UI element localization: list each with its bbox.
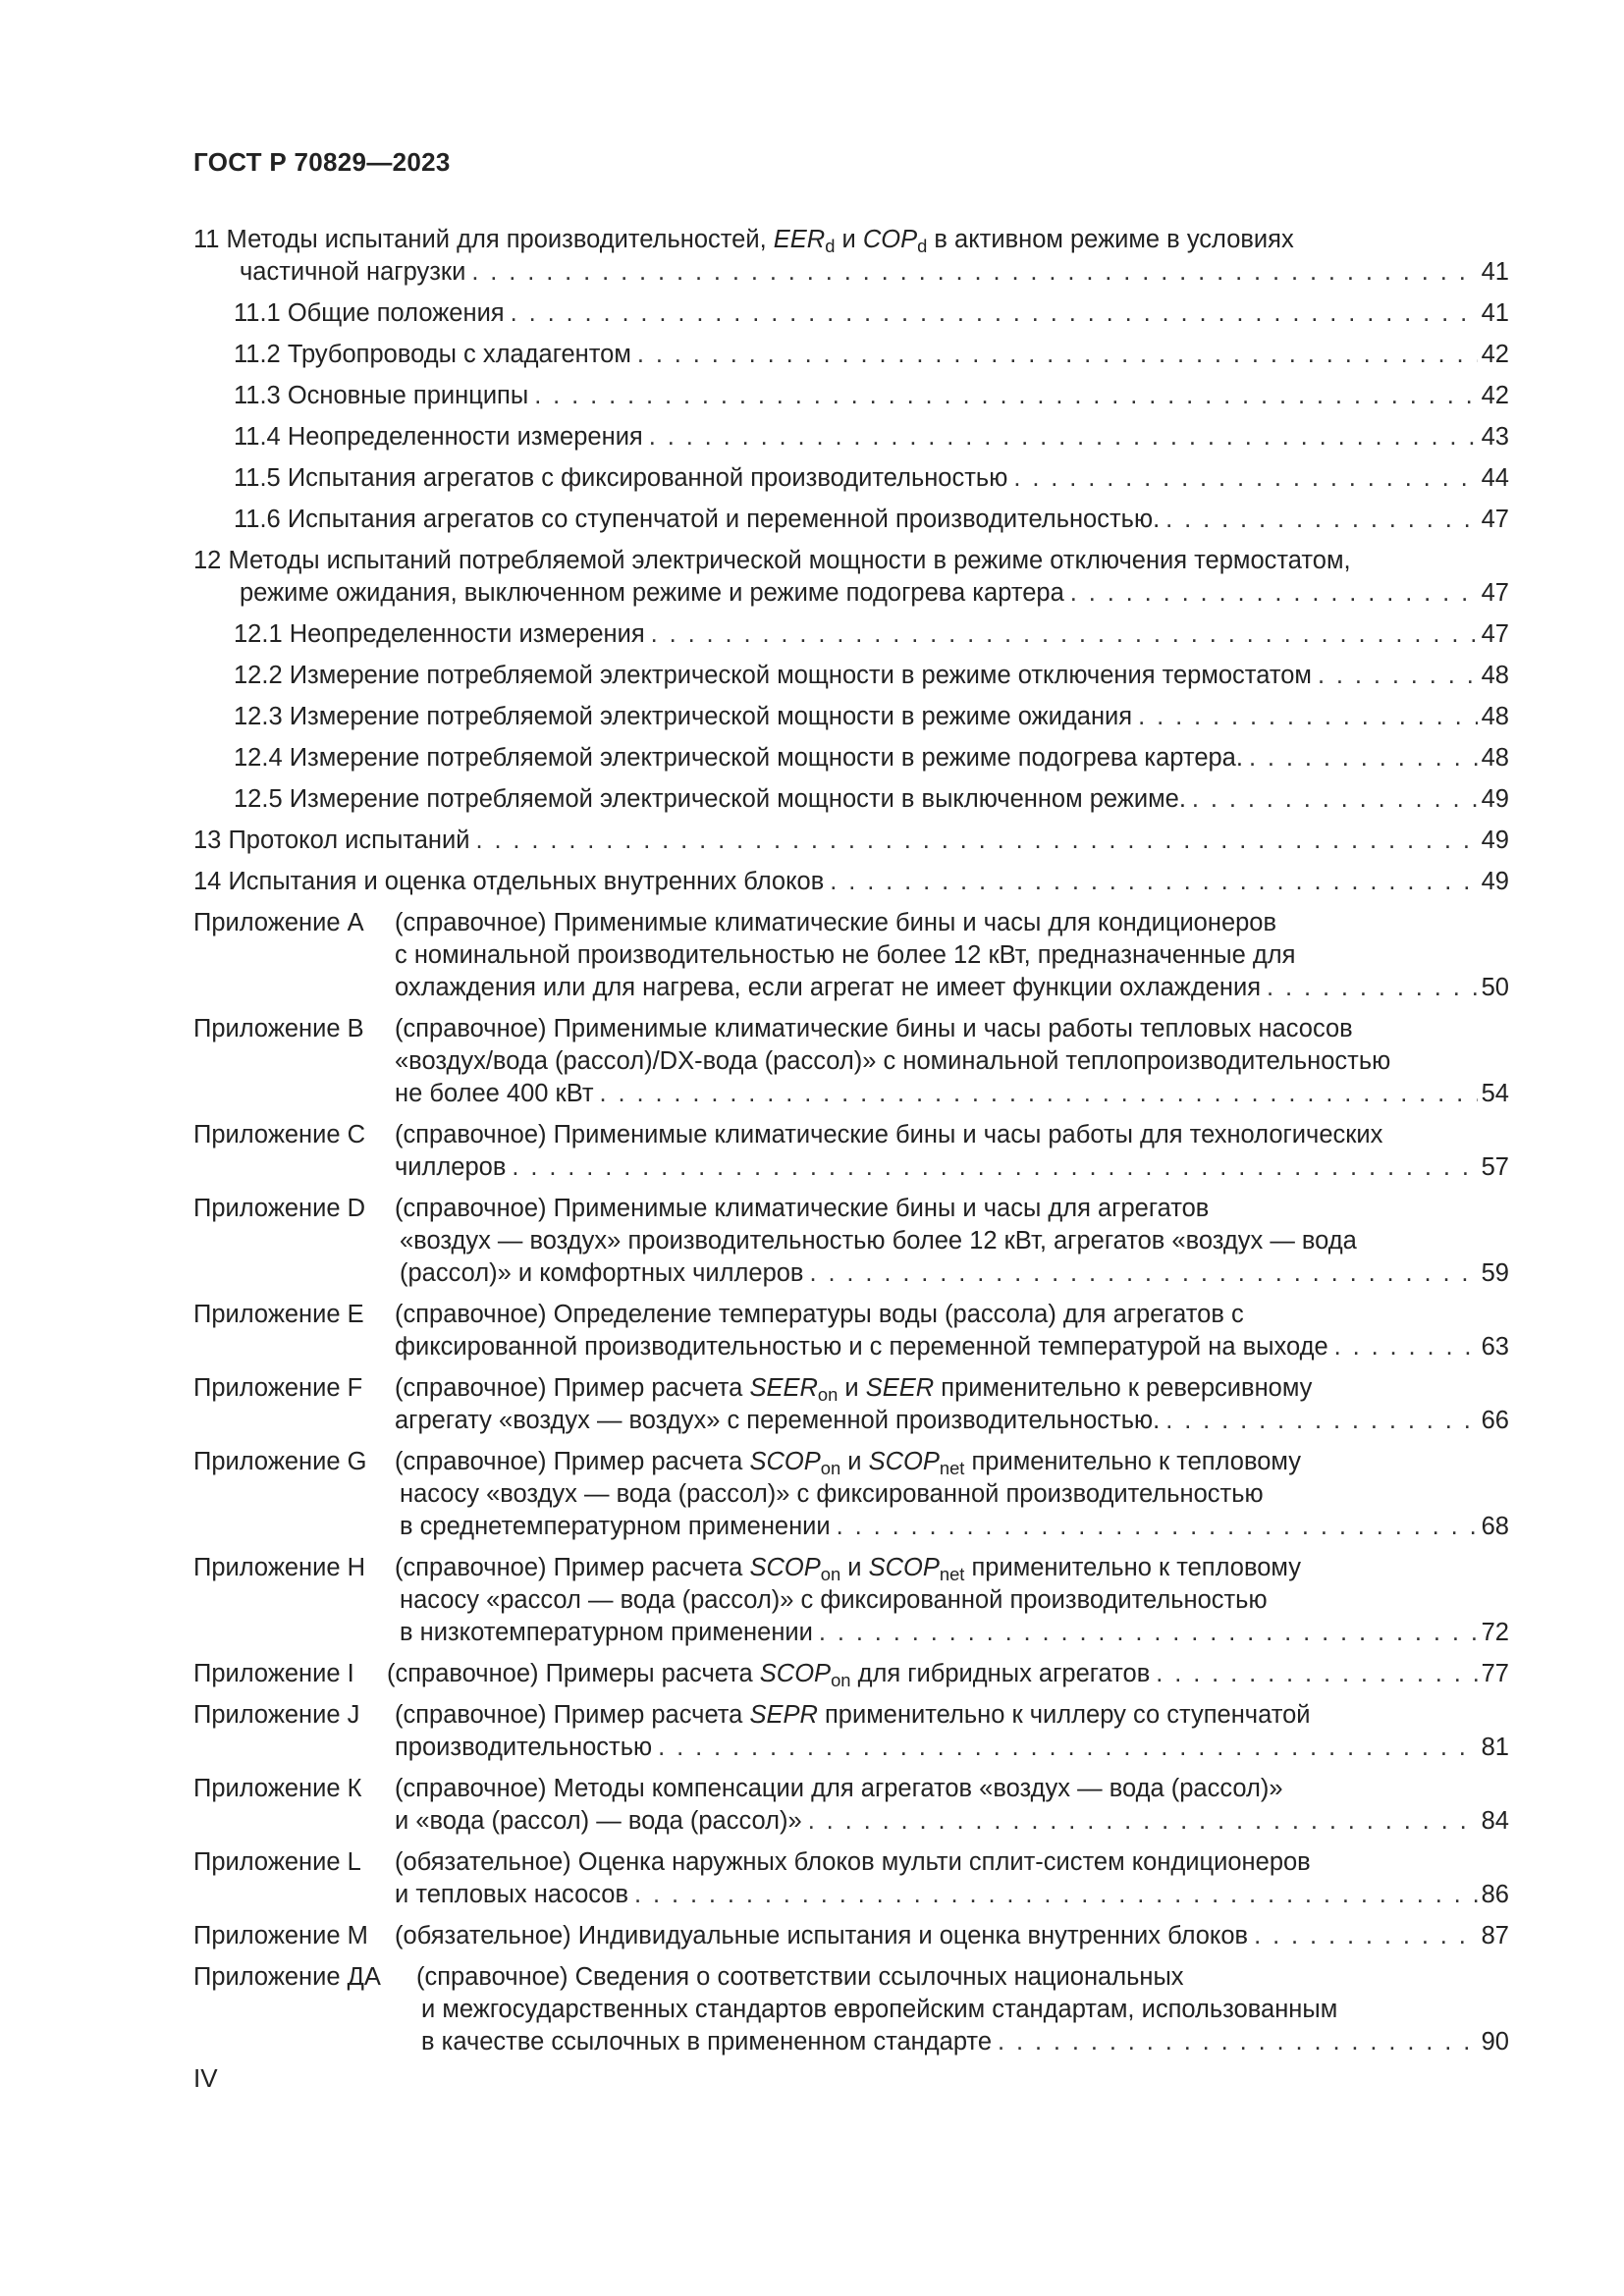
toc-entry[interactable] xyxy=(193,1299,1509,1363)
toc-entry[interactable] xyxy=(193,380,1509,412)
dot-leader xyxy=(511,297,1478,330)
appendix-label: Приложение А xyxy=(193,909,364,936)
dot-leader xyxy=(837,1511,1478,1543)
toc-entry-text: в низкотемпературном применении xyxy=(400,1619,813,1646)
toc-page-number: 41 xyxy=(1481,299,1509,327)
toc-entry-text: Приложение I (справочное) Примеры расчета $SCOP_{on}$ для гибридных агрегатов xyxy=(193,1660,1151,1690)
dot-leader xyxy=(651,618,1478,651)
toc-page-number: 63 xyxy=(1481,1333,1509,1361)
toc-entry-text: 13 Протокол испытаний xyxy=(193,827,470,854)
toc-entry[interactable] xyxy=(193,1961,1509,2058)
toc-entry-text: 12.4 Измерение потребляемой электрической мощности в режиме подогрева картера. xyxy=(234,744,1243,772)
toc-page-number: 86 xyxy=(1481,1881,1509,1908)
toc-page-number: 66 xyxy=(1481,1407,1509,1434)
toc-page-number: 48 xyxy=(1481,703,1509,730)
appendix-label: Приложение J xyxy=(193,1701,360,1729)
toc-page-number: 84 xyxy=(1481,1807,1509,1835)
toc-entry-text: агрегату «воздух — воздух» с переменной производительностью. xyxy=(395,1407,1161,1434)
dot-leader xyxy=(1138,701,1478,733)
toc-page-number: 50 xyxy=(1481,974,1509,1001)
toc-page-number: 87 xyxy=(1481,1922,1509,1949)
toc-entry[interactable] xyxy=(193,421,1509,454)
toc-entry[interactable] xyxy=(193,1119,1509,1184)
toc-entry[interactable] xyxy=(193,825,1509,857)
toc-entry-text: Приложение G (справочное) Пример расчета $SCOP_{on}$ и $SCOP_{net}$ применительно к тепловому xyxy=(193,1448,1301,1478)
toc-page-number: 47 xyxy=(1481,620,1509,648)
dot-leader xyxy=(998,2026,1478,2058)
dot-leader xyxy=(808,1805,1478,1838)
toc-entry-text: «воздух/вода (рассол)/DX-вода (рассол)» с номинальной теплопроизводительностью xyxy=(395,1047,1391,1075)
dot-leader xyxy=(1254,1920,1478,1952)
toc-page-number: 47 xyxy=(1481,579,1509,607)
toc-entry-text: Приложение В (справочное) Применимые климатические бины и часы работы тепловых насосов xyxy=(193,1015,1353,1042)
toc-entry-text: и тепловых насосов xyxy=(395,1881,629,1908)
toc-entry-text: насосу «рассол — вода (рассол)» с фиксированной производительностью xyxy=(400,1586,1268,1614)
dot-leader xyxy=(1070,577,1478,610)
toc-entry-text: в качестве ссылочных в примененном стандарте xyxy=(421,2028,993,2056)
toc-entry-text: 11.4 Неопределенности измерения xyxy=(234,423,643,451)
toc-entry-text: фиксированной производительностью и с переменной температурой на выходе xyxy=(395,1333,1328,1361)
toc-page-number: 81 xyxy=(1481,1734,1509,1761)
document-header: ГОСТ Р 70829—2023 xyxy=(193,147,451,177)
toc-entry[interactable] xyxy=(193,701,1509,733)
toc-entry-text: 11 Методы испытаний для производительностей, $EER_d$ и $COP_d$ в активном режиме в условиях xyxy=(193,226,1294,256)
dot-leader xyxy=(809,1257,1477,1290)
appendix-label: Приложение Н xyxy=(193,1554,366,1581)
toc-page-number: 59 xyxy=(1481,1259,1509,1287)
toc-entry[interactable] xyxy=(193,907,1509,1004)
toc-entry[interactable] xyxy=(193,1658,1509,1690)
dot-leader xyxy=(658,1732,1478,1764)
toc-entry-text: производительностью xyxy=(395,1734,653,1761)
dot-leader xyxy=(475,825,1477,857)
dot-leader xyxy=(1192,783,1478,816)
dot-leader xyxy=(637,339,1478,371)
toc-entry-text: охлаждения или для нагрева, если агрегат не имеет функции охлаждения xyxy=(395,974,1262,1001)
toc-page-number: 43 xyxy=(1481,423,1509,451)
toc-entry[interactable] xyxy=(193,1013,1509,1110)
toc-entry[interactable] xyxy=(193,1773,1509,1838)
dot-leader xyxy=(1156,1658,1477,1690)
toc-entry-text: Приложение F (справочное) Пример расчета $SEER_{on}$ и SEER применительно к реверсивному xyxy=(193,1374,1313,1405)
toc-entry-text: Приложение L (обязательное) Оценка наружных блоков мульти сплит-систем кондиционеров xyxy=(193,1848,1311,1876)
toc-entry-text: «воздух — воздух» производительностью более 12 кВт, агрегатов «воздух — вода xyxy=(400,1227,1357,1255)
toc-page-number: 54 xyxy=(1481,1080,1509,1107)
toc-entry-text: 11.2 Трубопроводы с хладагентом xyxy=(234,341,631,368)
toc-entry[interactable] xyxy=(193,1552,1509,1649)
toc-entry-text: Приложение Н (справочное) Пример расчета $SCOP_{on}$ и $SCOP_{net}$ применительно к тепловому xyxy=(193,1554,1301,1584)
toc-entry-text: 14 Испытания и оценка отдельных внутренних блоков xyxy=(193,868,825,895)
toc-entry[interactable] xyxy=(193,1920,1509,1952)
toc-entry-text: в среднетемпературном применении xyxy=(400,1513,831,1540)
appendix-label: Приложение D xyxy=(193,1195,366,1222)
dot-leader xyxy=(1013,462,1477,495)
toc-entry-text: и «вода (рассол) — вода (рассол)» xyxy=(395,1807,802,1835)
toc-entry-text: 11.3 Основные принципы xyxy=(234,382,529,409)
toc-page-number: 42 xyxy=(1481,341,1509,368)
toc-page-number: 68 xyxy=(1481,1513,1509,1540)
dot-leader xyxy=(634,1879,1478,1911)
appendix-label: Приложение В xyxy=(193,1015,364,1042)
table-of-contents xyxy=(193,224,1509,2067)
dot-leader xyxy=(819,1617,1478,1649)
toc-entry-text: Приложение С (справочное) Применимые климатические бины и часы работы для технологических xyxy=(193,1121,1382,1148)
dot-leader xyxy=(830,866,1477,898)
appendix-label: Приложение L xyxy=(193,1848,361,1876)
toc-entry[interactable] xyxy=(193,1846,1509,1911)
appendix-label: Приложение ДА xyxy=(193,1963,381,1991)
toc-entry-text: чиллеров xyxy=(395,1153,507,1181)
page-number: IV xyxy=(193,2063,218,2093)
toc-entry-text: 11.1 Общие положения xyxy=(234,299,505,327)
toc-entry[interactable] xyxy=(193,742,1509,774)
toc-entry[interactable] xyxy=(193,1372,1509,1437)
appendix-label: Приложение I xyxy=(193,1660,354,1687)
toc-entry[interactable] xyxy=(193,866,1509,898)
toc-entry-text: Приложение Е (справочное) Определение температуры воды (рассола) для агрегатов с xyxy=(193,1301,1244,1328)
toc-page-number: 49 xyxy=(1481,827,1509,854)
appendix-label: Приложение Е xyxy=(193,1301,364,1328)
toc-entry[interactable] xyxy=(193,1699,1509,1764)
toc-entry-text: Приложение ДА (справочное) Сведения о соответствии ссылочных национальных xyxy=(193,1963,1184,1991)
appendix-label: Приложение К xyxy=(193,1775,362,1802)
toc-entry-text: Приложение А (справочное) Применимые климатические бины и часы для кондиционеров xyxy=(193,909,1276,936)
toc-page-number: 57 xyxy=(1481,1153,1509,1181)
toc-entry-text: 11.6 Испытания агрегатов со ступенчатой и переменной производительностью. xyxy=(234,506,1161,533)
appendix-label: Приложение F xyxy=(193,1374,363,1402)
dot-leader xyxy=(512,1151,1477,1184)
dot-leader xyxy=(1318,660,1478,692)
toc-entry-text: 11.5 Испытания агрегатов с фиксированной производительностью xyxy=(234,464,1008,492)
dot-leader xyxy=(1165,504,1477,536)
toc-entry-text: частичной нагрузки xyxy=(240,258,466,286)
toc-entry-text: 12.1 Неопределенности измерения xyxy=(234,620,645,648)
toc-entry[interactable] xyxy=(193,297,1509,330)
toc-page-number: 49 xyxy=(1481,868,1509,895)
toc-entry-text: не более 400 кВт xyxy=(395,1080,594,1107)
toc-entry-text: и межгосударственных стандартов европейским стандартам, использованным xyxy=(421,1996,1338,2023)
dot-leader xyxy=(649,421,1478,454)
toc-entry[interactable] xyxy=(193,1193,1509,1290)
toc-entry[interactable] xyxy=(193,783,1509,816)
toc-entry-text: 12 Методы испытаний потребляемой электрической мощности в режиме отключения термостатом, xyxy=(193,547,1351,574)
toc-entry-text: 12.2 Измерение потребляемой электрической мощности в режиме отключения термостатом xyxy=(234,662,1312,689)
dot-leader xyxy=(1334,1331,1478,1363)
dot-leader xyxy=(1249,742,1478,774)
dot-leader xyxy=(471,256,1477,289)
toc-entry[interactable] xyxy=(193,504,1509,536)
appendix-label: Приложение С xyxy=(193,1121,366,1148)
toc-page-number: 48 xyxy=(1481,662,1509,689)
toc-entry-text: 12.5 Измерение потребляемой электрической мощности в выключенном режиме. xyxy=(234,785,1186,813)
toc-page-number: 48 xyxy=(1481,744,1509,772)
toc-entry[interactable] xyxy=(193,545,1509,610)
dot-leader xyxy=(1267,972,1478,1004)
toc-entry-text: Приложение К (справочное) Методы компенсации для агрегатов «воздух — вода (рассол)» xyxy=(193,1775,1283,1802)
dot-leader xyxy=(600,1078,1478,1110)
toc-entry-text: Приложение D (справочное) Применимые климатические бины и часы для агрегатов xyxy=(193,1195,1209,1222)
toc-page-number: 77 xyxy=(1481,1660,1509,1687)
toc-page-number: 44 xyxy=(1481,464,1509,492)
toc-entry[interactable] xyxy=(193,224,1509,289)
toc-entry-text: 12.3 Измерение потребляемой электрической мощности в режиме ожидания xyxy=(234,703,1133,730)
toc-entry[interactable] xyxy=(193,660,1509,692)
toc-entry-text: Приложение J (справочное) Пример расчета SEPR применительно к чиллеру со ступенчатой xyxy=(193,1701,1311,1729)
dot-leader xyxy=(534,380,1477,412)
toc-page-number: 49 xyxy=(1481,785,1509,813)
toc-entry-text: насосу «воздух — вода (рассол)» с фиксированной производительностью xyxy=(400,1480,1264,1508)
toc-entry-text: режиме ожидания, выключенном режиме и режиме подогрева картера xyxy=(240,579,1064,607)
toc-page-number: 47 xyxy=(1481,506,1509,533)
toc-page-number: 41 xyxy=(1481,258,1509,286)
toc-page-number: 42 xyxy=(1481,382,1509,409)
toc-entry-text: Приложение М (обязательное) Индивидуальные испытания и оценка внутренних блоков xyxy=(193,1920,1248,1952)
appendix-label: Приложение G xyxy=(193,1448,367,1475)
toc-page-number: 72 xyxy=(1481,1619,1509,1646)
toc-entry-text: (рассол)» и комфортных чиллеров xyxy=(400,1259,804,1287)
toc-page-number: 90 xyxy=(1481,2028,1509,2056)
appendix-label: Приложение М xyxy=(193,1922,368,1949)
toc-entry[interactable] xyxy=(193,1446,1509,1543)
toc-entry-text: с номинальной производительностью не более 12 кВт, предназначенные для xyxy=(395,941,1296,969)
toc-entry[interactable] xyxy=(193,339,1509,371)
toc-entry[interactable] xyxy=(193,618,1509,651)
dot-leader xyxy=(1165,1405,1477,1437)
toc-entry[interactable] xyxy=(193,462,1509,495)
